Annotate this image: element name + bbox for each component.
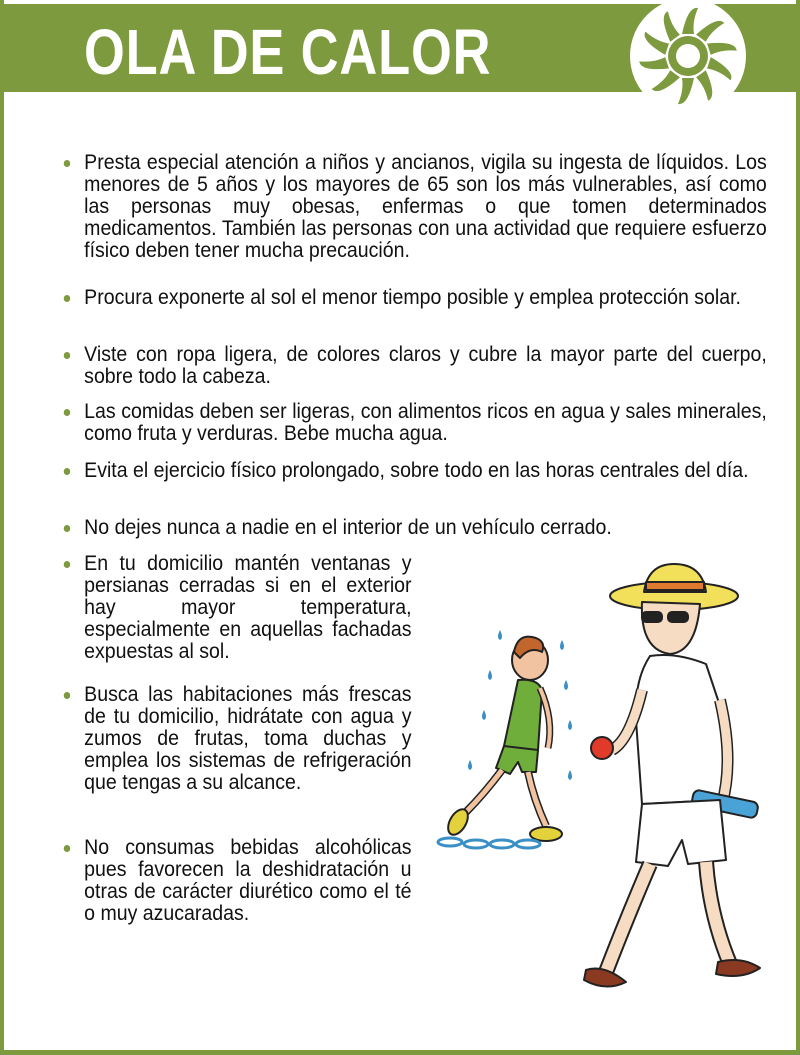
list-item-text: Presta especial atención a niños y ancianos, vigila su ingesta de líquidos. Los menores de 5 años y los mayores de 65 son los más vulnerables, así como las personas muy obesas, enfermas o que tomen determinados medicamentos. También las personas con una actividad que requiere esfuerzo físico deben tener mucha precaución. xyxy=(84,151,767,262)
list-item xyxy=(60,344,767,388)
list-item-text: Viste con ropa ligera, de colores claros y cubre la mayor parte del cuerpo, sobre todo la cabeza. xyxy=(84,343,767,388)
list-item xyxy=(60,553,412,663)
bullet-dot xyxy=(64,160,71,167)
list-item xyxy=(60,152,767,262)
boy-figure xyxy=(444,637,562,841)
bullet-dot xyxy=(64,295,71,302)
bullet-dot xyxy=(64,525,71,532)
list-item-text: Busca las habitaciones más frescas de tu domicilio, hidrátate con agua y zumos de frutas, toma duchas y emplea los sistemas de refrigeración que tengas a su alcance. xyxy=(84,683,412,794)
list-item-text: No dejes nunca a nadie en el interior de un vehículo cerrado. xyxy=(84,516,612,539)
bullet-dot xyxy=(64,845,71,852)
bullet-dot xyxy=(64,692,71,699)
sun-icon xyxy=(616,0,756,118)
list-item-text: Las comidas deben ser ligeras, con alimentos ricos en agua y sales minerales, como fruta y verduras. Bebe mucha agua. xyxy=(84,400,767,445)
list-item xyxy=(60,837,412,925)
list-item xyxy=(60,401,767,445)
bullet-dot xyxy=(64,409,71,416)
list-item-text: En tu domicilio mantén ventanas y persianas cerradas si en el exterior hay mayor temperatura, especialmente en aquellas fachadas expuestas al sol. xyxy=(84,552,412,663)
list-item xyxy=(60,684,412,794)
heatwave-illustration xyxy=(430,560,770,1010)
list-item-text: No consumas bebidas alcohólicas pues favorecen la deshidratación u otras de carácter diurético como el té o muy azucaradas. xyxy=(84,836,412,925)
bullet-dot xyxy=(64,352,71,359)
list-item xyxy=(60,287,767,309)
bullet-dot xyxy=(64,561,71,568)
bullet-dot xyxy=(64,468,71,475)
list-item xyxy=(60,460,767,482)
list-item-text: Evita el ejercicio físico prolongado, sobre todo en las horas centrales del día. xyxy=(84,459,749,482)
list-item-text: Procura exponerte al sol el menor tiempo posible y emplea protección solar. xyxy=(84,286,741,309)
list-item xyxy=(60,517,767,539)
page-title: OLA DE CALOR xyxy=(84,16,492,88)
man-figure xyxy=(584,564,760,987)
